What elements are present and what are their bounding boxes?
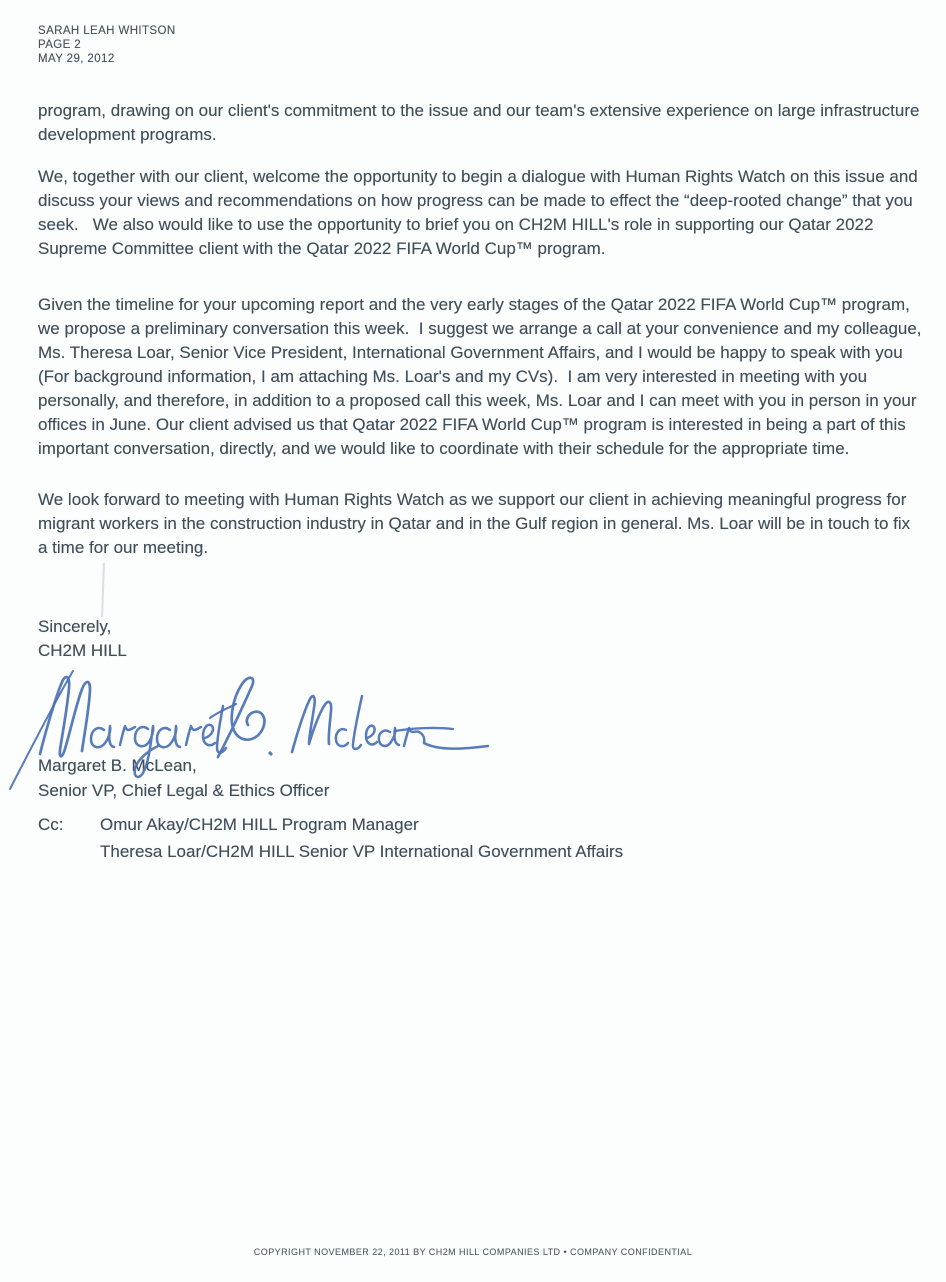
cc-label: Cc: [38, 815, 64, 834]
cc-block [38, 811, 623, 865]
letter-header [38, 24, 176, 66]
closing-salutation: Sincerely, [38, 617, 112, 636]
cc-entry: Theresa Loar/CH2M HILL Senior VP International Government Affairs [100, 842, 624, 861]
header-date: MAY 29, 2012 [38, 53, 115, 65]
header-page-number: PAGE 2 [38, 39, 82, 51]
signer-title: Senior VP, Chief Legal & Ethics Officer [38, 781, 330, 800]
closing-block [38, 615, 127, 663]
body-paragraph-2: We, together with our client, welcome the opportunity to begin a dialogue with Human Rights Watch on this issue and discuss your views and recommendations on how progress can be made to effect the “deep-rooted change” that you seek. We also would like to use the opportunity to brief you on CH2M HILL's role in supporting our Qatar 2022 Supreme Committee client with the Qatar 2022 FIFA World Cup™ program. [38, 167, 923, 258]
cc-entry: Omur Akay/CH2M HILL Program Manager [100, 815, 419, 834]
scan-artifact-mark [101, 563, 105, 617]
closing-company: CH2M HILL [38, 641, 127, 660]
body-paragraph-3: Given the timeline for your upcoming report and the very early stages of the Qatar 2022 FIFA World Cup™ program, we propose a preliminary conversation this week. I suggest we arrange a call at your convenience and my colleague, Ms. Theresa Loar, Senior Vice President, International Government Affairs, and I would be happy to speak with you (For background information, I am attaching Ms. Loar's and my CVs). I am very interested in meeting with you personally, and therefore, in addition to a proposed call this week, Ms. Loar and I can meet with you in person in your offices in June. Our client advised us that Qatar 2022 FIFA World Cup™ program is interested in being a part of this important conversation, directly, and we would like to coordinate with their schedule for the appropriate time. [38, 295, 927, 458]
signer-name: Margaret B. McLean, [38, 756, 197, 775]
cc-entries [100, 811, 623, 865]
signer-block [38, 753, 329, 803]
footer-copyright: COPYRIGHT NOVEMBER 22, 2011 BY CH2M HILL COMPANIES LTD • COMPANY CONFIDENTIAL [253, 1247, 693, 1257]
body-paragraph-4: We look forward to meeting with Human Rights Watch as we support our client in achieving meaningful progress for migrant workers in the construction industry in Qatar and in the Gulf region in general. Ms. Loar will be in touch to fix a time for our meeting. [38, 490, 915, 557]
body-paragraph-1: program, drawing on our client's commitment to the issue and our team's extensive experience on large infrastructure development programs. [38, 101, 925, 144]
header-recipient: SARAH LEAH WHITSON [38, 25, 176, 37]
